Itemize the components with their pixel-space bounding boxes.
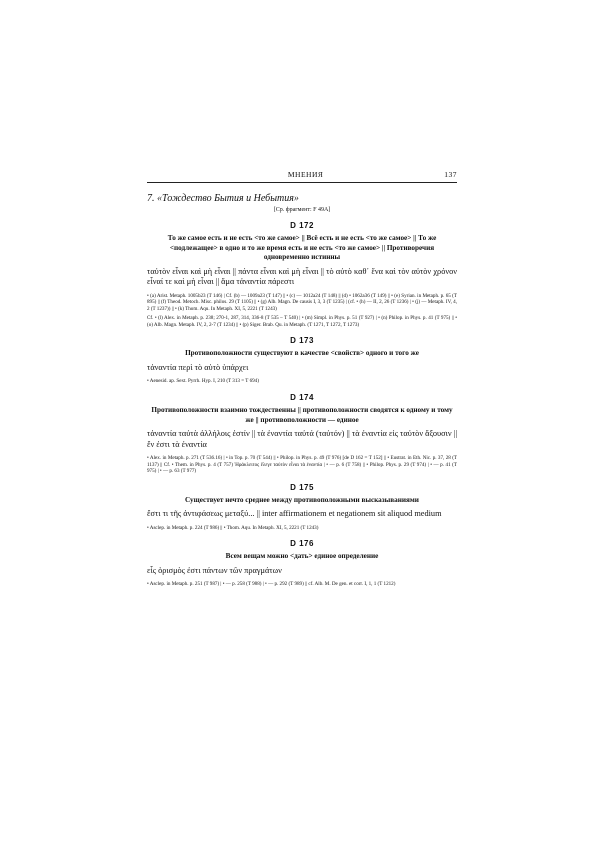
fragment-d176	[147, 539, 457, 588]
source-notes: • Asclep. in Metaph. p. 251 (T 987) | • — p. 258 (T 988) | • — p. 292 (T 989) || cf. Alb. M. De gen. et corr. I, 1, 1 (T 1212)	[147, 581, 396, 588]
fragment-d172	[147, 221, 457, 328]
fragment-number: D 175	[290, 482, 314, 492]
source-notes: • Aenesid. ap. Sext. Pyrrh. Hyp. I, 210 (T 313 = T 694)	[147, 378, 259, 385]
running-header	[147, 170, 457, 183]
cross-reference-note: [Ср. фрагмент: F 49A]	[273, 207, 331, 213]
fragment-d173	[147, 336, 457, 385]
fragment-title: Существует нечто среднее между противоположными высказываниями	[185, 495, 419, 504]
source-notes: • Alex. in Metaph. p. 271 (T 536.16) | • in Top. p. 70 (T 544) || • Philop. in Phys. p. 49 (T 976) [de D 162 = T 152] || • Eustrat. in Eth. Nic. p. 37, 28 (T 1137) || Cf. • Them. in Phys. p. 4 (T 757) Ἡράκλειτος ἔλεγε ταὐτὸν εἶναι τὰ ἐναντία | • — p. 6 (T 758) || • Philop. Phys. p. 29 (T 974) | • — p. 41 (T 975) | • — p. 63 (T 977)	[147, 455, 457, 475]
greek-text: ἔστι τι τῆς ἀντιφάσεως μεταξύ... || inter affirmationem et negationem sit aliquod medium	[147, 509, 442, 519]
running-title: МНЕНИЯ	[287, 170, 324, 179]
source-notes: Cf. • (l) Alex. in Metaph. p. 238; 270-1, 287, 314, 336-8 (T 535 – T 540) | • (m) Simpl. in Phys. p. 51 (T 927) | • (n) Philop. in Phys. p. 41 (T 975) || • (o) Alb. Magn. Metaph. IV, 2, 2-7 (T 1234) || • (p) Siger. Brab. Qu. in Metaph. (T 1271, T 1272, T 1273)	[147, 315, 457, 328]
fragment-d175	[147, 483, 457, 532]
fragment-number: D 172	[290, 221, 314, 230]
fragment-number: D 174	[290, 393, 314, 403]
greek-text: τἀναντία περὶ τὸ αὐτὸ ὑπάρχει	[147, 362, 249, 372]
greek-text: εἷς ὁρισμὸς ἐστι πάντων τῶν πραγμάτων	[147, 565, 282, 575]
greek-text: τἀναντία ταὐτὰ ἀλλήλοις ἐστίν || τὰ ἐναντία ταὐτά (ταὐτόν) || τὰ ἐναντία εἰς ταὐτὸν ἄξουσιν || ἕν ἐστι τὰ ἐναντία	[147, 429, 457, 449]
fragment-number: D 176	[290, 539, 314, 549]
page-number: 137	[444, 170, 457, 179]
source-notes: • (a) Arist. Metaph. 1005b23 (T 146) | Cf. (b) — 1009a23 (T 147) || • (c) — 1012a24 (T 148) || (d) • 1062a36 (T 149) || • (e) Syrian. in Metaph. p. 65 (T 895) || (f) Theod. Metoch. Misc. philos. 29 (T 1105) || • (g) Alb. Magn. De causis I, 3, 3 (T 1235) | (cf. • (h) — II, 2, 26 (T 1236) | • (j) — Metaph. IV, 4, 2 (T 1237)) || • (k) Thom. Aqu. In Metaph. XI, 5, 2221 (T 1243)	[147, 292, 457, 312]
fragment-title: Всем вещам можно <дать> единое определение	[225, 552, 379, 561]
fragment-title: То же самое есть и не есть <то же самое> || Всё есть и не есть <то же самое> || То же <подлежащее> в одно и то же время есть и не есть <то же самое> || Противоречия одновременно истинны	[167, 234, 437, 261]
section-title: 7. «Тождество Бытия и Небытия»	[147, 193, 299, 204]
source-notes: • Asclep. in Metaph. p. 224 (T 986) || • Thom. Aqu. In Metaph. XI, 5, 2221 (T 1243)	[147, 524, 319, 531]
fragment-number: D 173	[290, 336, 314, 346]
page-content	[147, 170, 457, 588]
fragment-d174	[147, 393, 457, 475]
greek-text: ταὐτὸν εἶναι καὶ μὴ εἶναι || πάντα εἶναι καὶ μὴ εἶναι || τὸ αὐτὸ καθ᾽ ἕνα καὶ τὸν αὐτὸν χρόνον εἶναί τε καὶ μὴ εἶναι || ἅμα τἀναντία πάρεστι	[147, 266, 457, 286]
fragment-title: Противоположности взаимно тождественны || противоположности сводятся к одному и тому же || противоположности — единое	[151, 406, 453, 424]
fragment-title: Противоположности существуют в качестве <свойств> одного и того же	[185, 349, 419, 358]
